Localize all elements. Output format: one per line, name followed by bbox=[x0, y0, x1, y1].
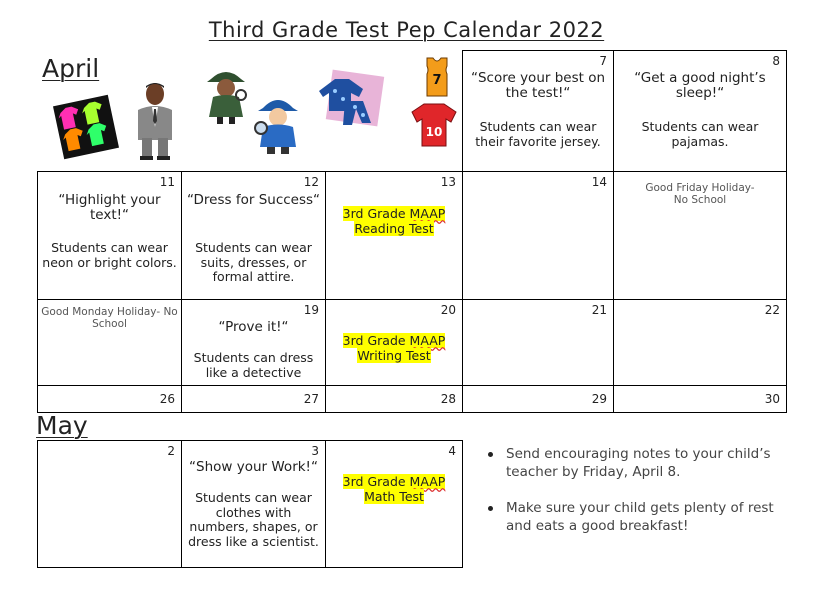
day-cell-apr-18 bbox=[37, 299, 182, 386]
theme-description: Students can wear pajamas. bbox=[641, 119, 759, 149]
day-cell-may-2 bbox=[37, 440, 182, 568]
day-number: 13 bbox=[440, 175, 456, 189]
day-cell-apr-30 bbox=[613, 385, 787, 413]
day-number: 11 bbox=[159, 175, 175, 189]
theme-quote: “Show your Work!“ bbox=[189, 459, 318, 475]
day-cell-apr-14 bbox=[462, 171, 614, 300]
bullet-icon bbox=[488, 506, 493, 511]
day-number: 27 bbox=[303, 392, 319, 406]
day-cell-apr-28 bbox=[325, 385, 463, 413]
test-label: 3rd Grade MAAP Writing Test bbox=[342, 333, 446, 363]
theme-description: Students can wear neon or bright colors. bbox=[42, 240, 177, 270]
pajamas-icon bbox=[315, 67, 385, 129]
list-item bbox=[486, 499, 786, 535]
theme-description: Students can wear clothes with numbers, shapes, or dress like a scientist. bbox=[188, 490, 319, 549]
theme-quote: “Highlight your text!“ bbox=[58, 192, 161, 223]
day-cell-apr-27 bbox=[181, 385, 326, 413]
day-number: 28 bbox=[440, 392, 456, 406]
month-label-april: April bbox=[42, 54, 100, 83]
day-cell-apr-29 bbox=[462, 385, 614, 413]
theme-description: Students can dress like a detective bbox=[193, 350, 314, 380]
holiday-note: Good Friday Holiday- No School bbox=[645, 182, 755, 206]
day-number: 20 bbox=[440, 303, 456, 317]
holiday-note: Good Monday Holiday- No School bbox=[41, 306, 178, 330]
list-item bbox=[486, 445, 786, 481]
day-cell-may-3 bbox=[181, 440, 326, 568]
man-in-suit-icon bbox=[130, 80, 180, 160]
day-number: 19 bbox=[303, 303, 319, 317]
day-cell-apr-7 bbox=[462, 50, 614, 172]
day-cell-apr-21 bbox=[462, 299, 614, 386]
basketball-jersey-icon bbox=[423, 56, 451, 98]
football-jersey-icon bbox=[410, 102, 458, 148]
day-cell-may-4 bbox=[325, 440, 463, 568]
month-label-may: May bbox=[36, 411, 88, 440]
day-number: 26 bbox=[159, 392, 175, 406]
neon-shirts-icon bbox=[52, 94, 120, 160]
detective-girl-icon bbox=[203, 67, 249, 125]
day-cell-apr-26 bbox=[37, 385, 182, 413]
day-cell-apr-12 bbox=[181, 171, 326, 300]
theme-quote: “Get a good night’s sleep!“ bbox=[634, 70, 766, 101]
day-number: 4 bbox=[448, 444, 456, 458]
day-cell-apr-11 bbox=[37, 171, 182, 300]
theme-description: Students can wear suits, dresses, or formal attire. bbox=[195, 240, 312, 284]
detective-boy-icon bbox=[253, 94, 303, 156]
test-label: 3rd Grade MAAP Reading Test bbox=[342, 206, 446, 236]
day-cell-apr-20 bbox=[325, 299, 463, 386]
bullet-icon bbox=[488, 452, 493, 457]
day-number: 12 bbox=[303, 175, 319, 189]
day-number: 29 bbox=[591, 392, 607, 406]
jersey-number-7: 7 bbox=[432, 73, 442, 88]
day-cell-apr-13 bbox=[325, 171, 463, 300]
theme-quote: “Prove it!“ bbox=[218, 319, 289, 335]
day-number: 7 bbox=[599, 54, 607, 68]
parent-notes-list bbox=[486, 445, 786, 553]
page-title: Third Grade Test Pep Calendar 2022 bbox=[208, 18, 605, 42]
day-number: 14 bbox=[591, 175, 607, 189]
test-label: 3rd Grade MAAP Math Test bbox=[342, 474, 446, 504]
day-number: 8 bbox=[772, 54, 780, 68]
day-number: 21 bbox=[591, 303, 607, 317]
jersey-number-10: 10 bbox=[425, 125, 443, 139]
day-cell-apr-8 bbox=[613, 50, 787, 172]
note-text: Make sure your child gets plenty of rest and eats a good breakfast! bbox=[506, 500, 774, 534]
day-number: 3 bbox=[311, 444, 319, 458]
note-text: Send encouraging notes to your child’s teacher by Friday, April 8. bbox=[506, 446, 771, 480]
theme-quote: “Dress for Success“ bbox=[186, 192, 321, 208]
day-cell-apr-15 bbox=[613, 171, 787, 300]
theme-description: Students can wear their favorite jersey. bbox=[475, 119, 601, 149]
day-number: 22 bbox=[764, 303, 780, 317]
day-number: 2 bbox=[167, 444, 175, 458]
day-cell-apr-19 bbox=[181, 299, 326, 386]
day-number: 30 bbox=[764, 392, 780, 406]
day-cell-apr-22 bbox=[613, 299, 787, 386]
theme-quote: “Score your best on the test!“ bbox=[470, 70, 606, 101]
